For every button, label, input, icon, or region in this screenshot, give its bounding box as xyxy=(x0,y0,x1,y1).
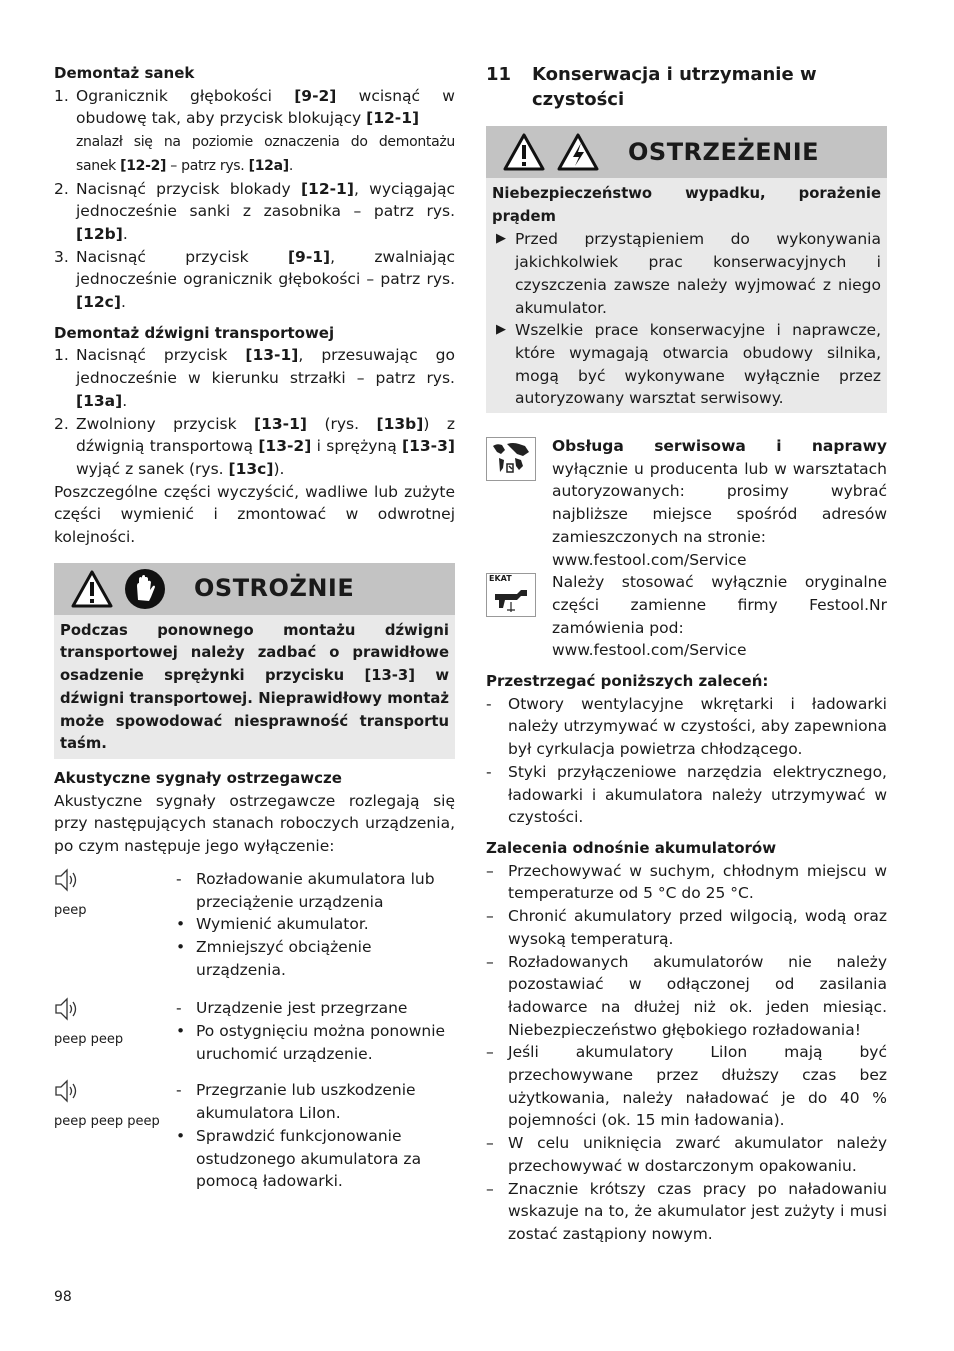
list-item: 2. Nacisnąć przycisk blokady [12-1], wyciągając jednocześnie sanki z zasobnika – patrz rys. [12b]. xyxy=(54,179,455,243)
warning-triangle-icon xyxy=(70,569,114,609)
list-item: • Po ostygnięciu można ponownie uruchomić urządzenie. xyxy=(176,1022,446,1063)
list-item: 3. Nacisnąć przycisk [9-1], zwalniając jednocześnie ogranicznik głębokości – patrz rys. [12c]. xyxy=(54,247,455,312)
list-item: - Otwory wentylacyjne wkrętarki i ładowarki należy utrzymywać w czystości, aby zapewniona był cyrkulacja powietrza chłodzącego. xyxy=(486,694,887,759)
caution-text: Podczas ponownego montażu dźwigni transportowej należy zadbać o prawidłowe osadzenie sprężynki przycisku [13-3] w dźwigni transportowej. Nieprawidłowy montaż może spowodować niesprawność transportu taśm. xyxy=(60,621,449,753)
list-item: – Chronić akumulatory przed wilgocią, wodą oraz wysoką temperaturą. xyxy=(486,907,887,948)
zalecenia-list xyxy=(486,693,887,829)
list-item: – Znacznie krótszy czas pracy po naładowaniu wskazuje na to, że akumulator jest zużyty i musi zostać zastąpiony nowym. xyxy=(486,1179,887,1243)
beep-label: peep peep peep xyxy=(54,1114,160,1130)
heading-akumulatory: Zalecenia odnośnie akumulatorów xyxy=(486,838,777,857)
list-item: • Wymienić akumulator. xyxy=(176,915,369,934)
list-item: - Przegrzanie lub uszkodzenie akumulatora LiIon. xyxy=(176,1081,416,1123)
speaker-icon xyxy=(54,997,174,1027)
beep-label: peep xyxy=(54,902,87,918)
caution-header xyxy=(54,563,455,615)
ekat-text: Należy stosować wyłącznie oryginalne części zamienne firmy Festool.Nr zamówienia pod: xyxy=(552,573,887,637)
paragraph-czyszczenie: Poszczególne części wyczyścić, wadliwe lub zużyte części wymienić i zmontować w odwrotnej kolejności. xyxy=(54,482,455,547)
heading-demontaz-sanek: Demontaż sanek xyxy=(54,64,195,82)
service-bold: Obsługa serwisowa i naprawy xyxy=(552,437,887,456)
speaker-icon xyxy=(54,1079,174,1109)
caution-box xyxy=(54,563,455,759)
warning-box xyxy=(486,126,887,413)
list-item: 1. Ogranicznik głębokości [9-2] wcisnąć w obudowę tak, aby przycisk blokujący [12-1] znalazł się na poziomie oznaczenia do demontażu sanek [12-2] – patrz rys. [12a]. xyxy=(54,86,455,174)
left-column xyxy=(54,62,455,1193)
right-column xyxy=(486,62,887,1246)
arrow-icon: ▶ xyxy=(496,322,506,338)
ekat-block xyxy=(486,571,887,662)
caution-body xyxy=(54,615,455,759)
warning-header xyxy=(486,126,887,178)
list-item: – W celu uniknięcia zwarć akumulator należy przechowywać w dostarczonym opakowaniu. xyxy=(486,1134,887,1175)
list-item: ▶ Wszelkie prace konserwacyjne i naprawcze, które wymagają otwarcia obudowy silnika, mogą być wykonywane wyłącznie przez autoryzowany warsztat serwisowy. xyxy=(496,321,881,408)
akumulatory-list xyxy=(486,860,887,1246)
list-item: - Rozładowanie akumulatora lub przeciążenie urządzenia xyxy=(176,869,435,911)
warning-subtitle: Niebezpieczeństwo wypadku, porażenie prądem xyxy=(492,185,881,225)
service-block: Obsługa serwisowa i naprawy wyłącznie u producenta lub w warsztatach autoryzowanych: prosimy wybrać najbliższe miejsce spośród adresów zamieszczonych na stronie: www.festool.com/Service xyxy=(486,435,887,571)
sanki-steps xyxy=(54,85,455,314)
list-item: 2. Zwolniony przycisk [13-1] (rys. [13b]) z dźwignią transportową [13-2] i sprężyną [13-3] wyjąć z sanek (rys. [13c]). xyxy=(54,414,455,478)
heading-sygnaly: Akustyczne sygnały ostrzegawcze xyxy=(54,768,342,787)
list-item: - Urządzenie jest przegrzane xyxy=(176,999,408,1018)
section-heading xyxy=(486,62,887,112)
ekat-icon: EKAT xyxy=(486,573,536,617)
gloves-icon xyxy=(124,568,166,610)
list-item: – Jeśli akumulatory LiIon mają być przechowywane przez dłuższy czas bez użytkowania, należy naładować je do 40 % pojemności (ok. 15 min ładowania). xyxy=(486,1043,887,1130)
beep-label: peep peep xyxy=(54,1032,124,1048)
ekat-url[interactable]: www.festool.com/Service xyxy=(552,641,747,660)
section-title: Konserwacja i utrzymanie w czystości xyxy=(532,64,817,110)
service-url[interactable]: www.festool.com/Service xyxy=(552,550,747,569)
list-item: • Sprawdzić funkcjonowanie ostudzonego akumulatora za pomocą ładowarki. xyxy=(176,1126,422,1191)
dzwignia-steps xyxy=(54,344,455,480)
list-item: • Zmniejszyć obciążenie urządzenia. xyxy=(176,937,372,979)
page-number: 98 xyxy=(54,1289,72,1305)
list-item: – Rozładowanych akumulatorów nie należy pozostawiać w odłączonej od zasilania ładowarce na dłużej niż ok. jeden miesiąc. Niebezpieczeństwo głębokiego rozładowania! xyxy=(486,952,887,1039)
world-map-service-icon xyxy=(486,437,536,481)
warning-body xyxy=(486,178,887,413)
arrow-icon: ▶ xyxy=(496,231,506,247)
beep-row-2 xyxy=(54,997,455,1065)
list-item: - Styki przyłączeniowe narzędzia elektrycznego, ładowarki i akumulatora należy utrzymywać w czystości. xyxy=(486,762,887,827)
section-number: 11 xyxy=(486,64,512,85)
warning-triangle-icon xyxy=(502,132,546,172)
list-item: ▶ Przed przystąpieniem do wykonywania jakichkolwiek prac konserwacyjnych i czyszczenia zawsze należy wyjmować z niego akumulator. xyxy=(496,230,881,317)
speaker-icon xyxy=(54,868,174,898)
warning-title: OSTRZEŻENIE xyxy=(628,137,820,166)
beep-row-1 xyxy=(54,868,455,982)
list-item: – Przechowywać w suchym, chłodnym miejscu w temperaturze od 5 °C do 25 °C. xyxy=(486,861,887,903)
beep-row-3 xyxy=(54,1079,455,1193)
list-item: 1. Nacisnąć przycisk [13-1], przesuwając go jednocześnie w kierunku strzałki – patrz rys. [13a]. xyxy=(54,346,455,410)
heading-zalecenia: Przestrzegać poniższych zaleceń: xyxy=(486,672,769,691)
electric-shock-icon xyxy=(556,132,600,172)
paragraph-sygnaly: Akustyczne sygnały ostrzegawcze rozlegają się przy następujących stanach roboczych urządzenia, po czym następuje jego wyłączenie: xyxy=(54,791,455,856)
heading-demontaz-dzwigni: Demontaż dźwigni transportowej xyxy=(54,323,335,342)
caution-title: OSTROŻNIE xyxy=(194,574,355,603)
